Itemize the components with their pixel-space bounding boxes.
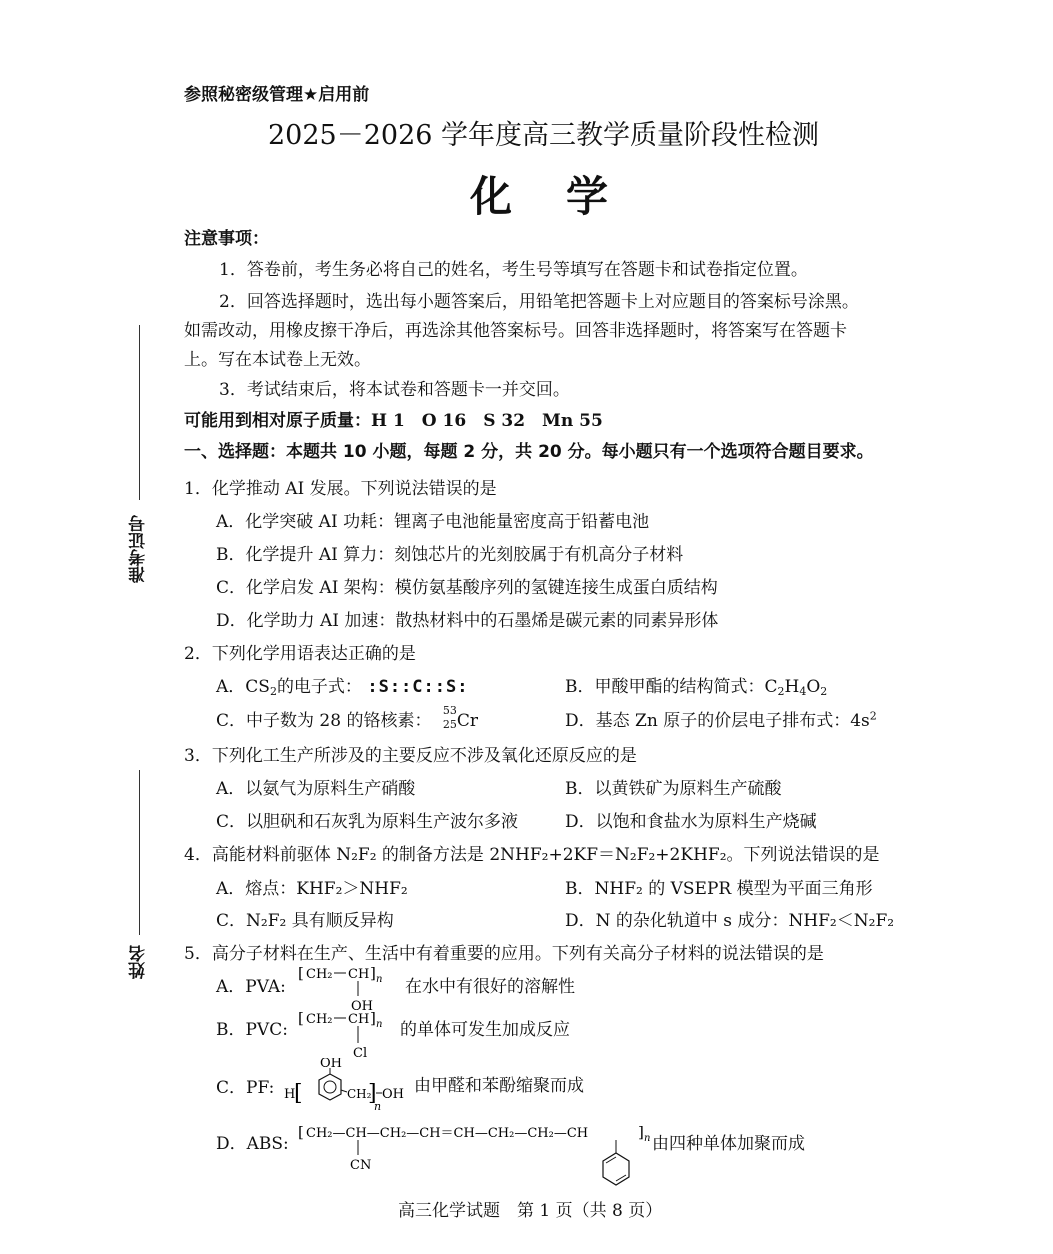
q1-stem: 1．化学推动 AI 发展。下列说法错误的是 [184, 479, 497, 499]
q2-option-c: C．中子数为 28 的铬核素： 53 25 Cr [216, 703, 478, 731]
svg-text:n: n [376, 974, 383, 985]
q5-option-c-text: 由甲醛和苯酚缩聚而成 [414, 1076, 584, 1096]
q1-option-c: C．化学启发 AI 架构：模仿氨基酸序列的氢键连接生成蛋白质结构 [216, 578, 718, 598]
notice-item-2: 2．回答选择题时，选出每小题答案后，用铅笔把答题卡上对应题目的答案标号涂黑。 [219, 292, 859, 312]
exam-title: 2025－2026 学年度高三教学质量阶段性检测 [268, 120, 820, 151]
q5-option-b-text: 的单体可发生加成反应 [400, 1020, 570, 1040]
page-footer: 高三化学试题 第 1 页（共 8 页） [398, 1201, 663, 1221]
exam-number-label: 准考证号 [129, 515, 149, 583]
svg-text:[: [ [298, 1123, 304, 1141]
svg-text:CH₂: CH₂ [306, 1012, 333, 1027]
notice-heading: 注意事项： [184, 229, 269, 249]
q1-option-d: D．化学助力 AI 加速：散热材料中的石墨烯是碳元素的同素异形体 [216, 611, 719, 631]
svg-text:OH: OH [320, 1058, 342, 1071]
nuclide-notation: 53 25 [442, 703, 457, 731]
q1-option-b: B．化学提升 AI 算力：刻蚀芯片的光刻胶属于有机高分子材料 [216, 545, 684, 565]
q3-option-a: A．以氨气为原料生产硝酸 [216, 779, 416, 799]
svg-text:[: [ [298, 1009, 304, 1027]
q5-option-d-text: 由四种单体加聚而成 [652, 1134, 805, 1154]
svg-text:OH: OH [351, 999, 373, 1014]
q3-option-c: C．以胆矾和石灰乳为原料生产波尔多液 [216, 812, 519, 832]
exam-number-line [139, 325, 140, 500]
notice-item-1: 1．答卷前，考生务必将自己的姓名，考生号等填写在答题卡和试卷指定位置。 [219, 260, 808, 280]
svg-text:n: n [376, 1019, 383, 1030]
q2-stem: 2．下列化学用语表达正确的是 [184, 644, 416, 664]
svg-text:[: [ [298, 964, 304, 982]
svg-text:n: n [374, 1100, 382, 1113]
name-line [139, 770, 140, 935]
secret-level: 参照秘密级管理★启用前 [184, 85, 370, 105]
svg-text:]: ] [368, 1081, 377, 1106]
q4-option-d: D．N 的杂化轨道中 s 成分：NHF₂＜N₂F₂ [565, 911, 895, 931]
pvc-structure [296, 1003, 406, 1061]
svg-text:CH: CH [348, 1012, 370, 1027]
svg-text:CH: CH [348, 967, 370, 982]
atomic-mass: 可能用到相对原子质量：H 1 O 16 S 32 Mn 55 [184, 411, 603, 431]
q5-option-a-label: A．PVA: [216, 977, 286, 997]
svg-text:CN: CN [350, 1158, 372, 1173]
pf-structure [284, 1058, 414, 1118]
svg-text:]: ] [638, 1123, 644, 1141]
name-label: 姓名 [129, 945, 149, 979]
notice-item-2-end: 上。写在本试卷上无效。 [184, 350, 371, 370]
svg-text:Cl: Cl [353, 1046, 368, 1061]
q4-stem: 4．高能材料前驱体 N₂F₂ 的制备方法是 2NHF₂+2KF＝N₂F₂+2KHF₂。下列说法错误的是 [184, 845, 880, 865]
q4-option-c: C．N₂F₂ 具有顺反异构 [216, 911, 394, 931]
svg-text:n: n [644, 1133, 651, 1144]
q4-option-a: A．熔点：KHF₂＞NHF₂ [216, 879, 408, 899]
subject-title: 化 学 [470, 172, 615, 221]
svg-text:H: H [284, 1087, 296, 1102]
q2-option-a: A．$CS_2$的电子式： :S::C::S: [216, 677, 469, 698]
svg-text:CH₂: CH₂ [306, 967, 333, 982]
notice-item-3: 3．考试结束后，将本试卷和答题卡一并交回。 [219, 380, 570, 400]
svg-text:]: ] [370, 964, 376, 982]
section-heading: 一、选择题：本题共 10 小题，每题 2 分，共 20 分。每小题只有一个选项符合题目要求。 [184, 442, 874, 462]
q3-stem: 3．下列化工生产所涉及的主要反应不涉及氧化还原反应的是 [184, 746, 637, 766]
cs2-electron-formula: :S::C::S: [367, 677, 469, 697]
q5-option-d-label: D．ABS: [216, 1134, 289, 1154]
q5-stem: 5．高分子材料在生产、生活中有着重要的应用。下列有关高分子材料的说法错误的是 [184, 944, 824, 964]
q5-option-c-label: C．PF: [216, 1078, 275, 1098]
q1-option-a: A．化学突破 AI 功耗：锂离子电池能量密度高于铅蓄电池 [216, 512, 650, 532]
notice-item-2-cont: 如需改动，用橡皮擦干净后，再选涂其他答案标号。回答非选择题时，将答案写在答题卡 [184, 321, 847, 341]
q5-option-a-text: 在水中有很好的溶解性 [405, 977, 575, 997]
q2-option-d: D．基态 Zn 原子的价层电子排布式：$4s^2$ [565, 709, 877, 731]
q3-option-b: B．以黄铁矿为原料生产硫酸 [565, 779, 782, 799]
svg-text:OH: OH [382, 1087, 404, 1102]
q4-option-b: B．NHF₂ 的 VSEPR 模型为平面三角形 [565, 879, 873, 899]
svg-text:CH₂: CH₂ [347, 1087, 372, 1101]
abs-structure [296, 1117, 651, 1197]
q2-option-b: B．甲酸甲酯的结构简式：$C_2H_4O_2$ [565, 677, 828, 698]
q3-option-d: D．以饱和食盐水为原料生产烧碱 [565, 812, 817, 832]
svg-text:CH₂—CH—CH₂—CH＝CH—CH₂—CH₂—CH: CH₂—CH—CH₂—CH＝CH—CH₂—CH₂—CH [306, 1126, 589, 1141]
svg-text:[: [ [294, 1081, 303, 1106]
svg-text:]: ] [370, 1009, 376, 1027]
q5-option-b-label: B．PVC: [216, 1020, 288, 1040]
